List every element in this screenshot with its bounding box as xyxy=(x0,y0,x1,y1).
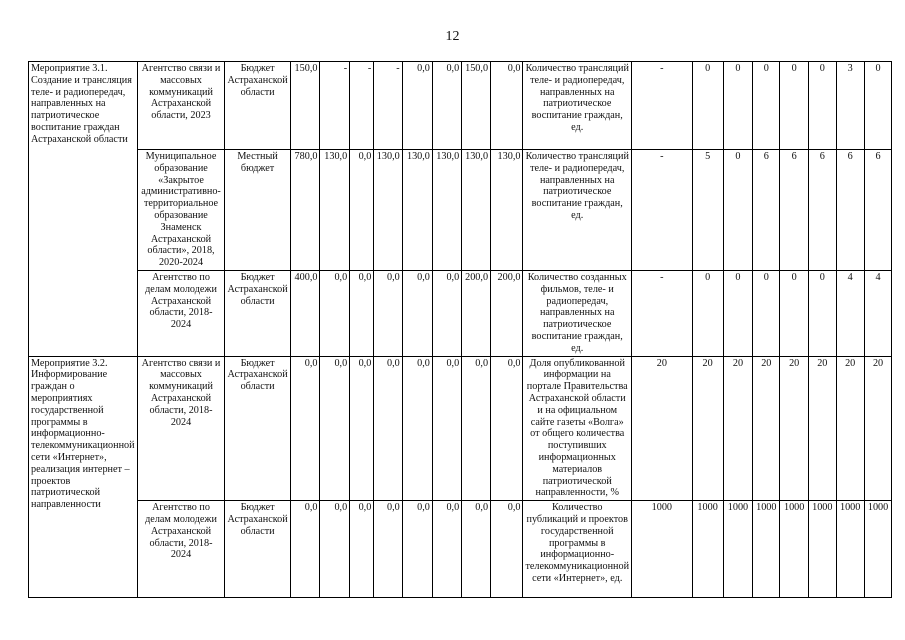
amount-cell: 130,0 xyxy=(491,150,523,271)
amount-cell: 150,0 xyxy=(290,62,320,150)
table-row xyxy=(29,501,905,598)
amount-cell: 0,0 xyxy=(432,356,461,501)
amount-cell: 0,0 xyxy=(350,356,374,501)
indicator-value-cell: - xyxy=(632,270,693,356)
indicator-value-cell: 6 xyxy=(753,150,780,271)
indicator-value-cell: 1000 xyxy=(632,501,693,598)
amount-cell: 0,0 xyxy=(320,356,350,501)
amount-cell: 0,0 xyxy=(402,62,432,150)
indicator-value-cell: 0 xyxy=(864,62,891,150)
indicator-value-cell: 0 xyxy=(692,62,723,150)
amount-cell: 130,0 xyxy=(402,150,432,271)
amount-cell: - xyxy=(350,62,374,150)
indicator-cell: Доля опубликованной информации на портале Правительства Астраханской области и на официальном сайте газеты «Волга» от общего количества поступивших информационных материалов патриотической направленности, % xyxy=(523,356,632,501)
amount-cell: 130,0 xyxy=(432,150,461,271)
indicator-value-cell: 0 xyxy=(692,270,723,356)
source-cell: Бюджет Астраханской области xyxy=(225,270,290,356)
amount-cell: - xyxy=(320,62,350,150)
source-cell: Бюджет Астраханской области xyxy=(225,501,290,598)
executor-cell: Агентство по делам молодежи Астраханской области, 2018-2024 xyxy=(137,501,225,598)
indicator-value-cell: 3 xyxy=(836,62,864,150)
amount-cell: 0,0 xyxy=(402,501,432,598)
indicator-value-cell: 6 xyxy=(809,150,836,271)
amount-cell: 0,0 xyxy=(290,501,320,598)
amount-cell: 0,0 xyxy=(350,270,374,356)
amount-cell: - xyxy=(374,62,402,150)
indicator-value-cell: - xyxy=(632,150,693,271)
table-row xyxy=(29,150,905,271)
indicator-value-cell: 6 xyxy=(864,150,891,271)
amount-cell: 0,0 xyxy=(491,62,523,150)
indicator-value-cell: 1000 xyxy=(836,501,864,598)
amount-cell: 0,0 xyxy=(432,270,461,356)
indicator-cell: Количество публикаций и проектов государственной программы в информационно-телекоммуникационной сети «Интернет», ед. xyxy=(523,501,632,598)
executor-cell: Агентство связи и массовых коммуникаций Астраханской области, 2018-2024 xyxy=(137,356,225,501)
amount-cell: 0,0 xyxy=(462,501,491,598)
indicator-value-cell: 1000 xyxy=(864,501,891,598)
indicator-value-cell: 5 xyxy=(692,150,723,271)
indicator-value-cell: 20 xyxy=(809,356,836,501)
event-cell: Мероприятие 3.2. Информирование граждан о мероприятиях государственной программы в информационно-телекоммуникационной сети «Интернет», реализация интернет – проектов патриотической направленности xyxy=(29,356,138,598)
indicator-value-cell: 20 xyxy=(780,356,809,501)
indicator-cell: Количество трансляций теле- и радиопередач, направленных на патриотическое воспитание граждан, ед. xyxy=(523,150,632,271)
source-cell: Бюджет Астраханской области xyxy=(225,62,290,150)
indicator-value-cell: 1000 xyxy=(692,501,723,598)
amount-cell: 0,0 xyxy=(350,150,374,271)
executor-cell: Агентство связи и массовых коммуникаций Астраханской области, 2023 xyxy=(137,62,225,150)
amount-cell: 0,0 xyxy=(320,270,350,356)
indicator-value-cell: 6 xyxy=(836,150,864,271)
indicator-value-cell: 4 xyxy=(864,270,891,356)
amount-cell: 0,0 xyxy=(402,356,432,501)
indicator-value-cell: 20 xyxy=(836,356,864,501)
indicator-value-cell: 0 xyxy=(809,62,836,150)
amount-cell: 200,0 xyxy=(491,270,523,356)
indicator-value-cell: 0 xyxy=(780,270,809,356)
indicator-value-cell: 4 xyxy=(836,270,864,356)
indicator-value-cell: 0 xyxy=(723,270,753,356)
amount-cell: 0,0 xyxy=(320,501,350,598)
amount-cell: 400,0 xyxy=(290,270,320,356)
indicator-value-cell: 0 xyxy=(723,150,753,271)
amount-cell: 200,0 xyxy=(462,270,491,356)
indicator-value-cell: 1000 xyxy=(809,501,836,598)
source-cell: Местный бюджет xyxy=(225,150,290,271)
indicator-value-cell: 20 xyxy=(753,356,780,501)
amount-cell: 0,0 xyxy=(350,501,374,598)
indicator-cell: Количество созданных фильмов, теле- и радиопередач, направленных на патриотическое воспитание граждан, ед. xyxy=(523,270,632,356)
amount-cell: 0,0 xyxy=(432,62,461,150)
indicator-value-cell: 6 xyxy=(780,150,809,271)
amount-cell: 130,0 xyxy=(462,150,491,271)
indicator-value-cell: 20 xyxy=(864,356,891,501)
indicator-value-cell: 0 xyxy=(809,270,836,356)
indicator-value-cell: - xyxy=(632,62,693,150)
event-cell: Мероприятие 3.1. Создание и трансляция теле- и радиопередач, направленных на патриотическое воспитание граждан Астраханской области xyxy=(29,62,138,357)
amount-cell: 0,0 xyxy=(374,356,402,501)
amount-cell: 0,0 xyxy=(374,501,402,598)
amount-cell: 0,0 xyxy=(374,270,402,356)
source-cell: Бюджет Астраханской области xyxy=(225,356,290,501)
amount-cell: 130,0 xyxy=(374,150,402,271)
amount-cell: 780,0 xyxy=(290,150,320,271)
amount-cell: 150,0 xyxy=(462,62,491,150)
amount-cell: 0,0 xyxy=(491,501,523,598)
page-number: 12 xyxy=(445,29,460,44)
indicator-cell: Количество трансляций теле- и радиопередач, направленных на патриотическое воспитание граждан, ед. xyxy=(523,62,632,150)
indicator-value-cell: 1000 xyxy=(753,501,780,598)
amount-cell: 130,0 xyxy=(320,150,350,271)
executor-cell: Муниципальное образование «Закрытое административно-территориальное образование Знаменск Астраханской области», 2018, 2020-2024 xyxy=(137,150,225,271)
table-row xyxy=(29,270,905,356)
indicator-value-cell: 20 xyxy=(632,356,693,501)
table-row xyxy=(29,356,905,501)
executor-cell: Агентство по делам молодежи Астраханской области, 2018-2024 xyxy=(137,270,225,356)
table-row xyxy=(29,62,905,150)
program-table xyxy=(28,61,905,598)
indicator-value-cell: 1000 xyxy=(780,501,809,598)
amount-cell: 0,0 xyxy=(290,356,320,501)
indicator-value-cell: 0 xyxy=(723,62,753,150)
amount-cell: 0,0 xyxy=(402,270,432,356)
amount-cell: 0,0 xyxy=(491,356,523,501)
indicator-value-cell: 0 xyxy=(753,62,780,150)
amount-cell: 0,0 xyxy=(432,501,461,598)
indicator-value-cell: 20 xyxy=(692,356,723,501)
indicator-value-cell: 20 xyxy=(723,356,753,501)
amount-cell: 0,0 xyxy=(462,356,491,501)
indicator-value-cell: 0 xyxy=(753,270,780,356)
indicator-value-cell: 0 xyxy=(780,62,809,150)
indicator-value-cell: 1000 xyxy=(723,501,753,598)
